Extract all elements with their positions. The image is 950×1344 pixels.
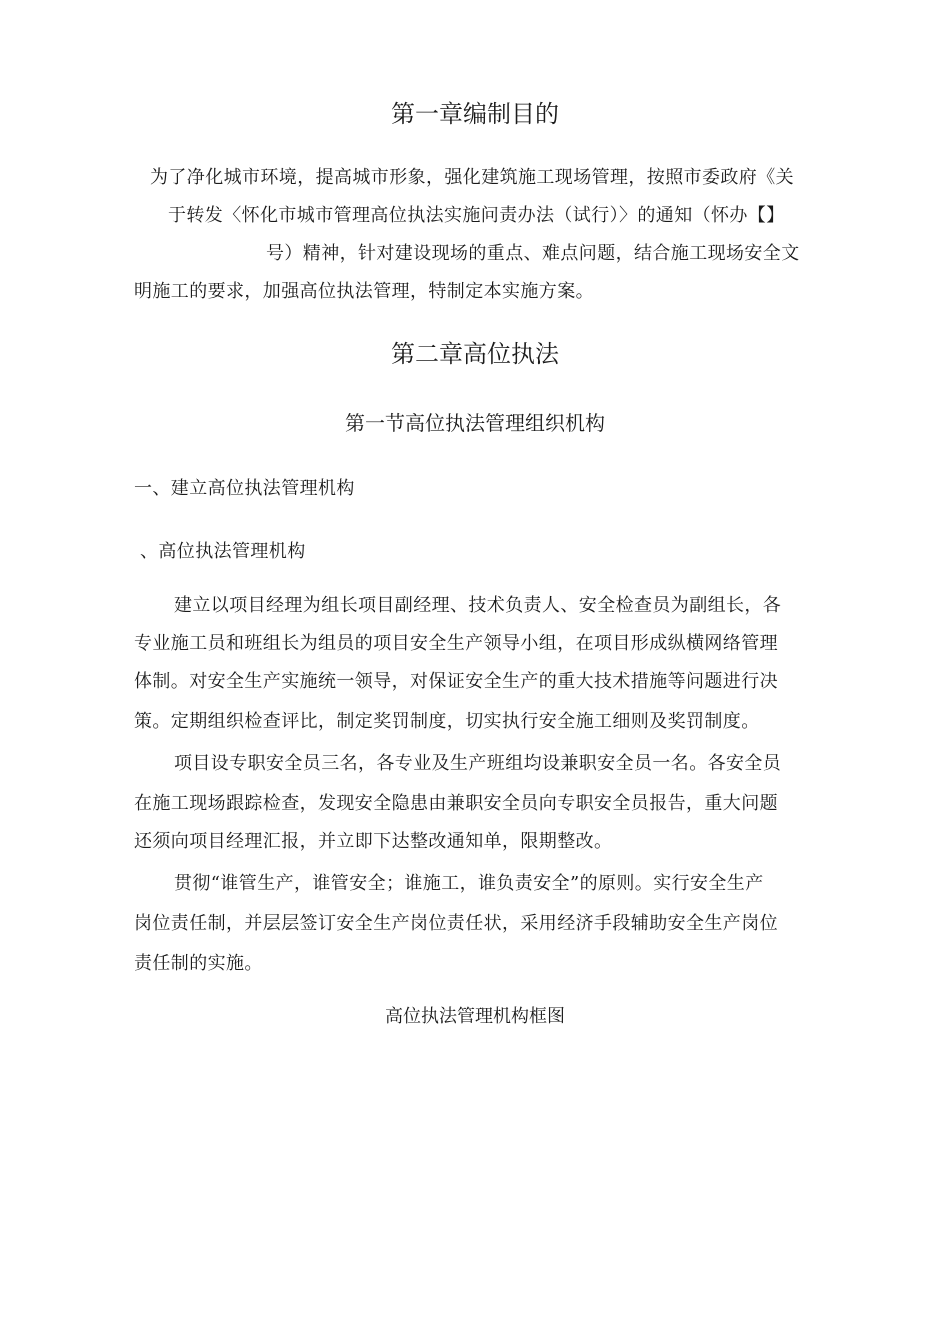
chapter-1-line-3: 号）精神，针对建设现场的重点、难点问题，结合施工现场安全文 (266, 243, 800, 264)
figure-caption: 高位执法管理机构框图 (385, 1006, 565, 1027)
chapter-1-line-1: 为了净化城市环境，提高城市形象，强化建筑施工现场管理，按照市委政府《关 (150, 167, 794, 188)
chapter-1-line-2: 于转发〈怀化市城市管理高位执法实施问责办法（试行）〉的通知（怀办【】 (168, 205, 785, 226)
para-1-line-3: 体制。对安全生产实施统一领导，对保证安全生产的重大技术措施等问题进行决 (134, 671, 778, 692)
para-1-line-4: 策。定期组织检查评比，制定奖罚制度，切实执行安全施工细则及奖罚制度。 (134, 711, 760, 732)
para-3-line-2: 岗位责任制，并层层签订安全生产岗位责任状，采用经济手段辅助安全生产岗位 (134, 913, 778, 934)
para-3-line-3: 责任制的实施。 (134, 953, 263, 974)
heading-2: 、高位执法管理机构 (140, 541, 306, 562)
para-2-line-1: 项目设专职安全员三名，各专业及生产班组均设兼职安全员一名。各安全员 (174, 753, 782, 774)
chapter-1-title: 第一章编制目的 (391, 100, 559, 128)
para-2-line-3: 还须向项目经理汇报，并立即下达整改通知单，限期整改。 (134, 831, 613, 852)
para-2-line-2: 在施工现场跟踪检查，发现安全隐患由兼职安全员向专职安全员报告，重大问题 (134, 793, 778, 814)
chapter-2-title: 第二章高位执法 (391, 340, 559, 368)
para-1-line-1: 建立以项目经理为组长项目副经理、技术负责人、安全检查员为副组长，各 (174, 595, 782, 616)
para-1-line-2: 专业施工员和班组长为组员的项目安全生产领导小组，在项目形成纵横网络管理 (134, 633, 778, 654)
heading-1: 一、建立高位执法管理机构 (134, 478, 355, 499)
chapter-1-line-4: 明施工的要求，加强高位执法管理，特制定本实施方案。 (134, 281, 594, 302)
para-3-line-1: 贯彻“谁管生产，谁管安全；谁施工，谁负责安全”的原则。实行安全生产 (174, 873, 764, 894)
section-1-title: 第一节高位执法管理组织机构 (345, 411, 605, 435)
